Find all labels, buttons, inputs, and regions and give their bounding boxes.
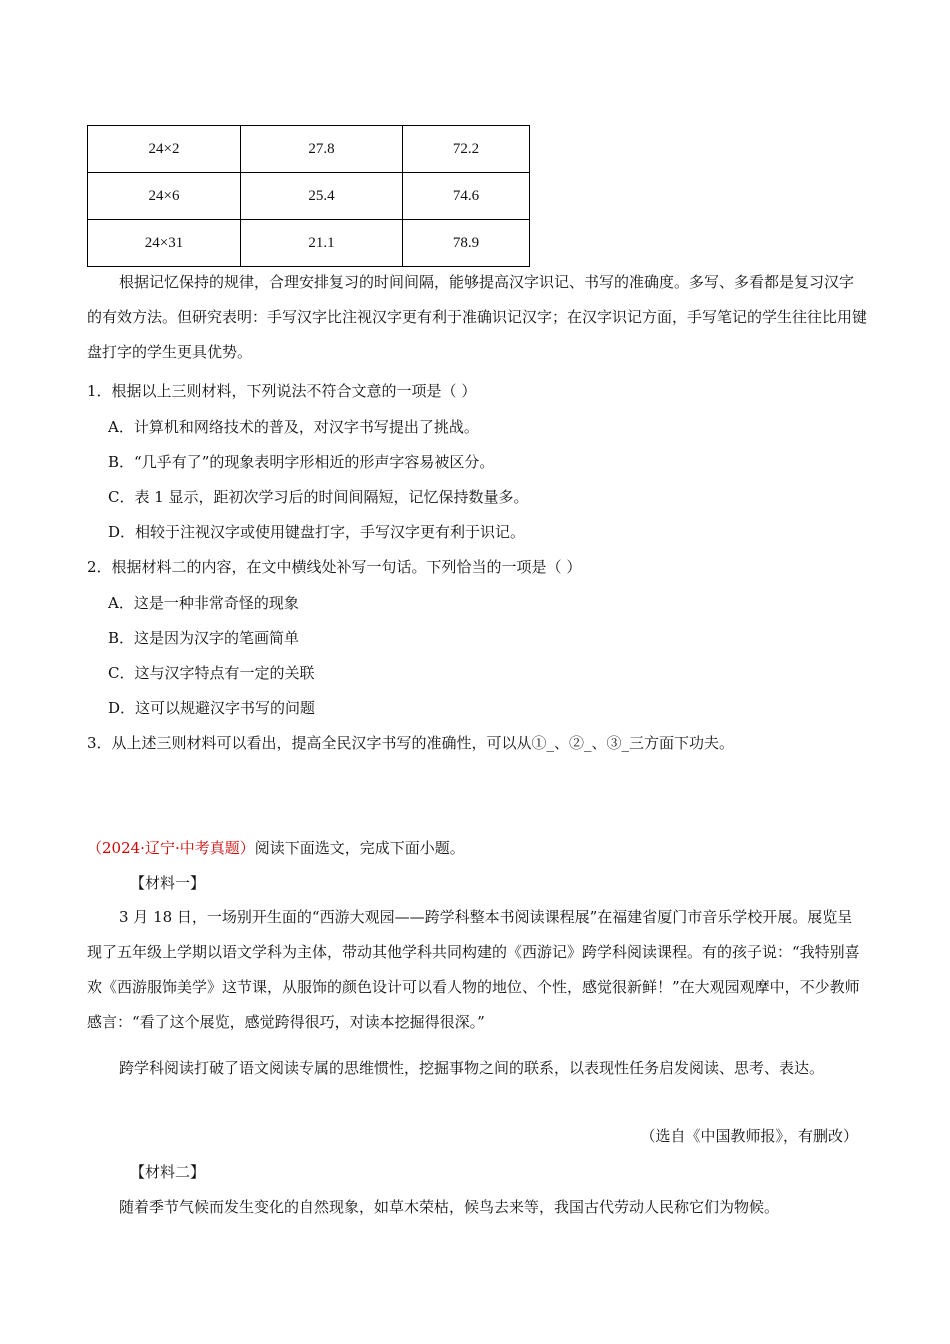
q2-option-c: C．这与汉字特点有一定的关联 [108, 664, 315, 682]
table-cell: 72.2 [403, 126, 530, 173]
instruction: 阅读下面选文，完成下面小题。 [254, 839, 465, 857]
table-cell: 74.6 [403, 173, 530, 220]
question-3-stem: 3．从上述三则材料可以看出，提高全民汉字书写的准确性，可以从①_、②_、③_三方面下功夫。 [87, 734, 735, 752]
material2-paragraph-1 [87, 1190, 867, 1225]
q2-option-a: A．这是一种非常奇怪的现象 [108, 594, 299, 612]
paragraph-text: 随着季节气候而发生变化的自然现象，如草木荣枯，候鸟去来等，我国古代劳动人民称它们为物候。 [119, 1198, 780, 1216]
question-1-stem: 1．根据以上三则材料，下列说法不符合文意的一项是（ ） [87, 382, 477, 400]
table-cell: 27.8 [241, 126, 403, 173]
q2-option-b: B．这是因为汉字的笔画简单 [108, 629, 300, 647]
material1-paragraph-1 [87, 900, 867, 1040]
question-2-stem: 2．根据材料二的内容，在文中横线处补写一句话。下列恰当的一项是（ ） [87, 558, 582, 576]
table-row [88, 126, 530, 173]
q1-option-a: A．计算机和网络技术的普及，对汉字书写提出了挑战。 [108, 418, 479, 436]
table-cell: 24×31 [88, 220, 241, 267]
material1-source: （选自《中国教师报》，有删改） [640, 1127, 858, 1145]
table-cell: 78.9 [403, 220, 530, 267]
material1-title: 【材料一】 [130, 874, 206, 892]
material1-paragraph-2 [87, 1051, 867, 1086]
source-tag: （2024·辽宁·中考真题） [87, 839, 255, 857]
table-cell: 24×6 [88, 173, 241, 220]
table-cell: 21.1 [241, 220, 403, 267]
paragraph-text: 根据记忆保持的规律，合理安排复习的时间间隔，能够提高汉字识记、书写的准确度。多写、多看都是复习汉字的有效方法。但研究表明：手写汉字比注视汉字更有利于准确识记汉字；在汉字识记方面，手写笔记的学生往往比用键盘打字的学生更具优势。 [87, 273, 868, 361]
q1-option-b: B．“几乎有了”的现象表明字形相近的形声字容易被区分。 [108, 453, 495, 471]
paragraph-text: 3 月 18 日，一场别开生面的“西游大观园——跨学科整本书阅读课程展”在福建省厦门市音乐学校开展。展览呈现了五年级上学期以语文学科为主体，带动其他学科共同构建的《西游记》跨学科阅读课程。有的孩子说：“我特别喜欢《西游服饰美学》这节课，从服饰的颜色设计可以看人物的地位、个性，感觉很新鲜！”在大观园观摩中，不少教师感言：“看了这个展览，感觉跨得很巧，对读本挖掘得很深。” [87, 908, 860, 1031]
paragraph-text: 跨学科阅读打破了语文阅读专属的思维惯性，挖掘事物之间的联系，以表现性任务启发阅读、思考、表达。 [119, 1059, 825, 1077]
table-cell: 24×2 [88, 126, 241, 173]
section-intro [87, 838, 465, 858]
q2-option-d: D．这可以规避汉字书写的问题 [108, 699, 316, 717]
table-row [88, 220, 530, 267]
table-cell: 25.4 [241, 173, 403, 220]
material3-paragraph [87, 265, 867, 370]
q1-option-d: D．相较于注视汉字或使用键盘打字，手写汉字更有利于识记。 [108, 523, 526, 541]
table-row [88, 173, 530, 220]
material2-title: 【材料二】 [130, 1163, 206, 1181]
memory-retention-table [87, 125, 530, 267]
q1-option-c: C．表 1 显示，距初次学习后的时间间隔短，记忆保持数量多。 [108, 488, 529, 506]
